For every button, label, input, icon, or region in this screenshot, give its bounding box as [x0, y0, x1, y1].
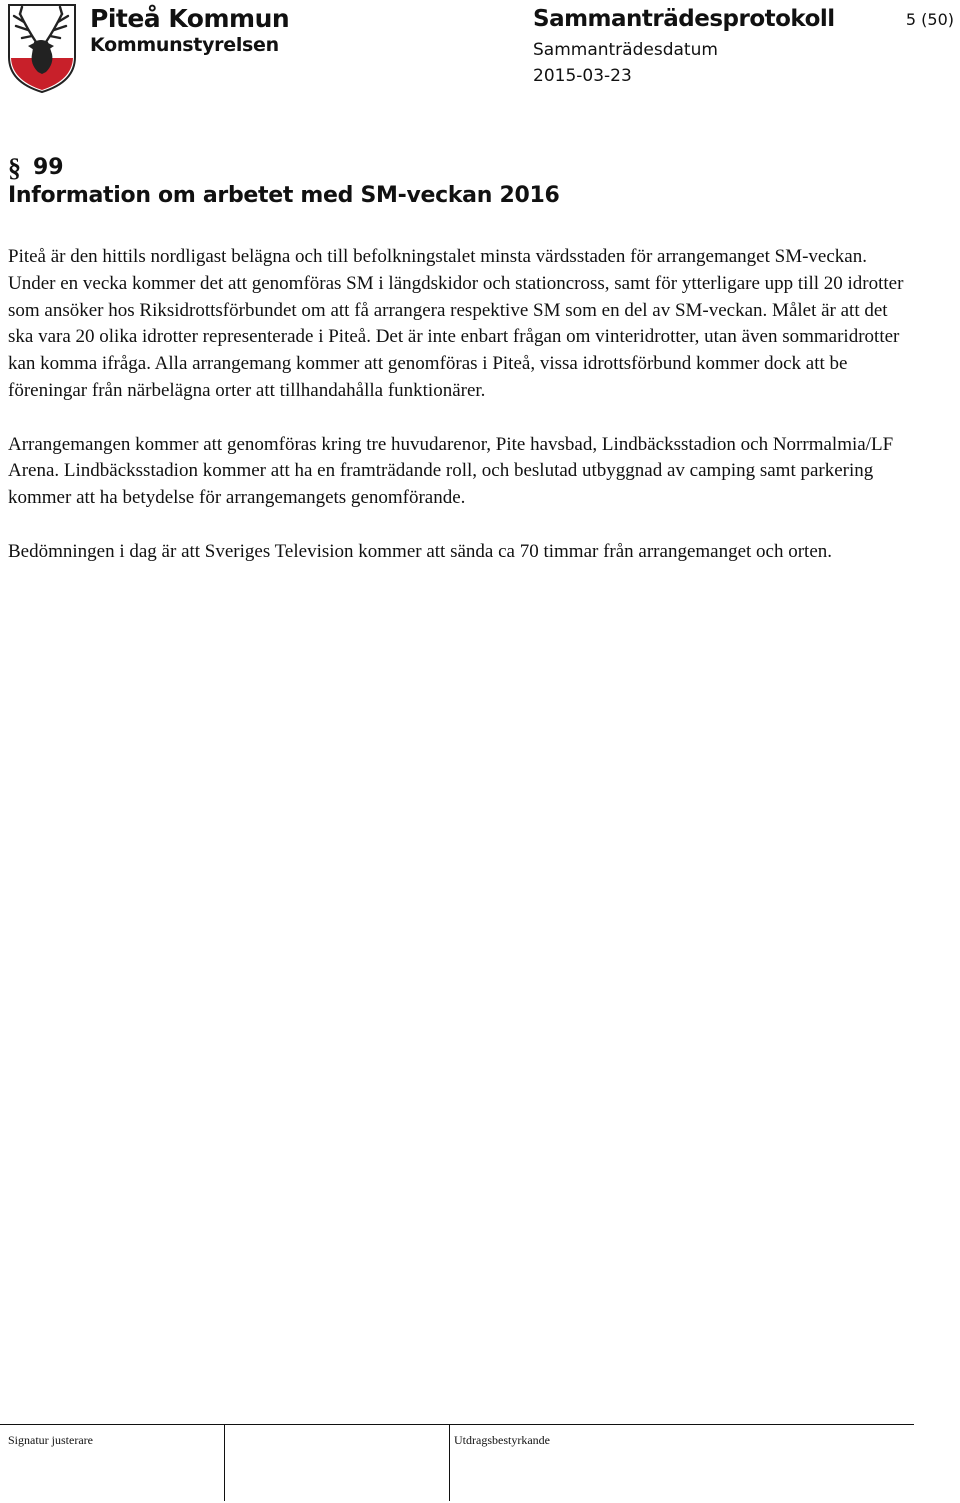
document-type: Sammanträdesprotokoll [533, 6, 835, 32]
paragraph: Piteå är den hittils nordligast belägna och till befolkningstalet minsta värdsstaden för arrangemanget SM-veckan. Under en vecka kommer det att genomföras SM i längdskidor och stationcross, samt för ytterligare upp till 20 idrotter som ansöker hos Riksidrottsförbundet om att få arrangera respektive SM som en del av SM-veckan. Målet är att det ska vara 20 olika idrotter representerade i Piteå. Det är inte enbart frågan om vinteridrotter, utan även sommaridrotter kan komma ifråga. Alla arrangemang kommer att genomföras i Piteå, vissa idrottsförbund kommer dock att be föreningar från närbelägna orter att tillhandahålla funktionärer. [8, 246, 904, 401]
section-title: Information om arbetet med SM-veckan 2016 [8, 183, 560, 208]
paragraph: Arrangemangen kommer att genomföras kring tre huvudarenor, Pite havsbad, Lindbäcksstadion och Norrmalmia/LF Arena. Lindbäcksstadion kommer att ha en framträdande roll, och beslutad utbyggnad av camping samt parkering kommer att ha betydelse för arrangemangets genomförande. [8, 433, 894, 509]
org-name: Piteå Kommun [90, 4, 290, 33]
extract-certification-label: Utdragsbestyrkande [454, 1433, 550, 1447]
meeting-date: 2015-03-23 [533, 66, 632, 86]
document-info [533, 4, 835, 87]
signature-footer [0, 1424, 914, 1501]
paragraph: Bedömningen i dag är att Sveriges Television kommer att sända ca 70 timmar från arrangemanget och orten. [8, 540, 833, 562]
meeting-date-label: Sammanträdesdatum [533, 40, 718, 60]
signature-label: Signatur justerare [8, 1433, 93, 1447]
section-symbol: § [8, 153, 21, 182]
board-name: Kommunstyrelsen [90, 34, 279, 56]
section-number-row [8, 153, 64, 183]
section-number: 99 [33, 155, 64, 180]
municipality-logo [6, 2, 78, 94]
reindeer-crest-icon [6, 2, 78, 94]
signature-cell-2 [225, 1425, 450, 1501]
body-text [8, 244, 908, 592]
page-number: 5 (50) [905, 10, 954, 29]
organisation-block [90, 4, 289, 58]
